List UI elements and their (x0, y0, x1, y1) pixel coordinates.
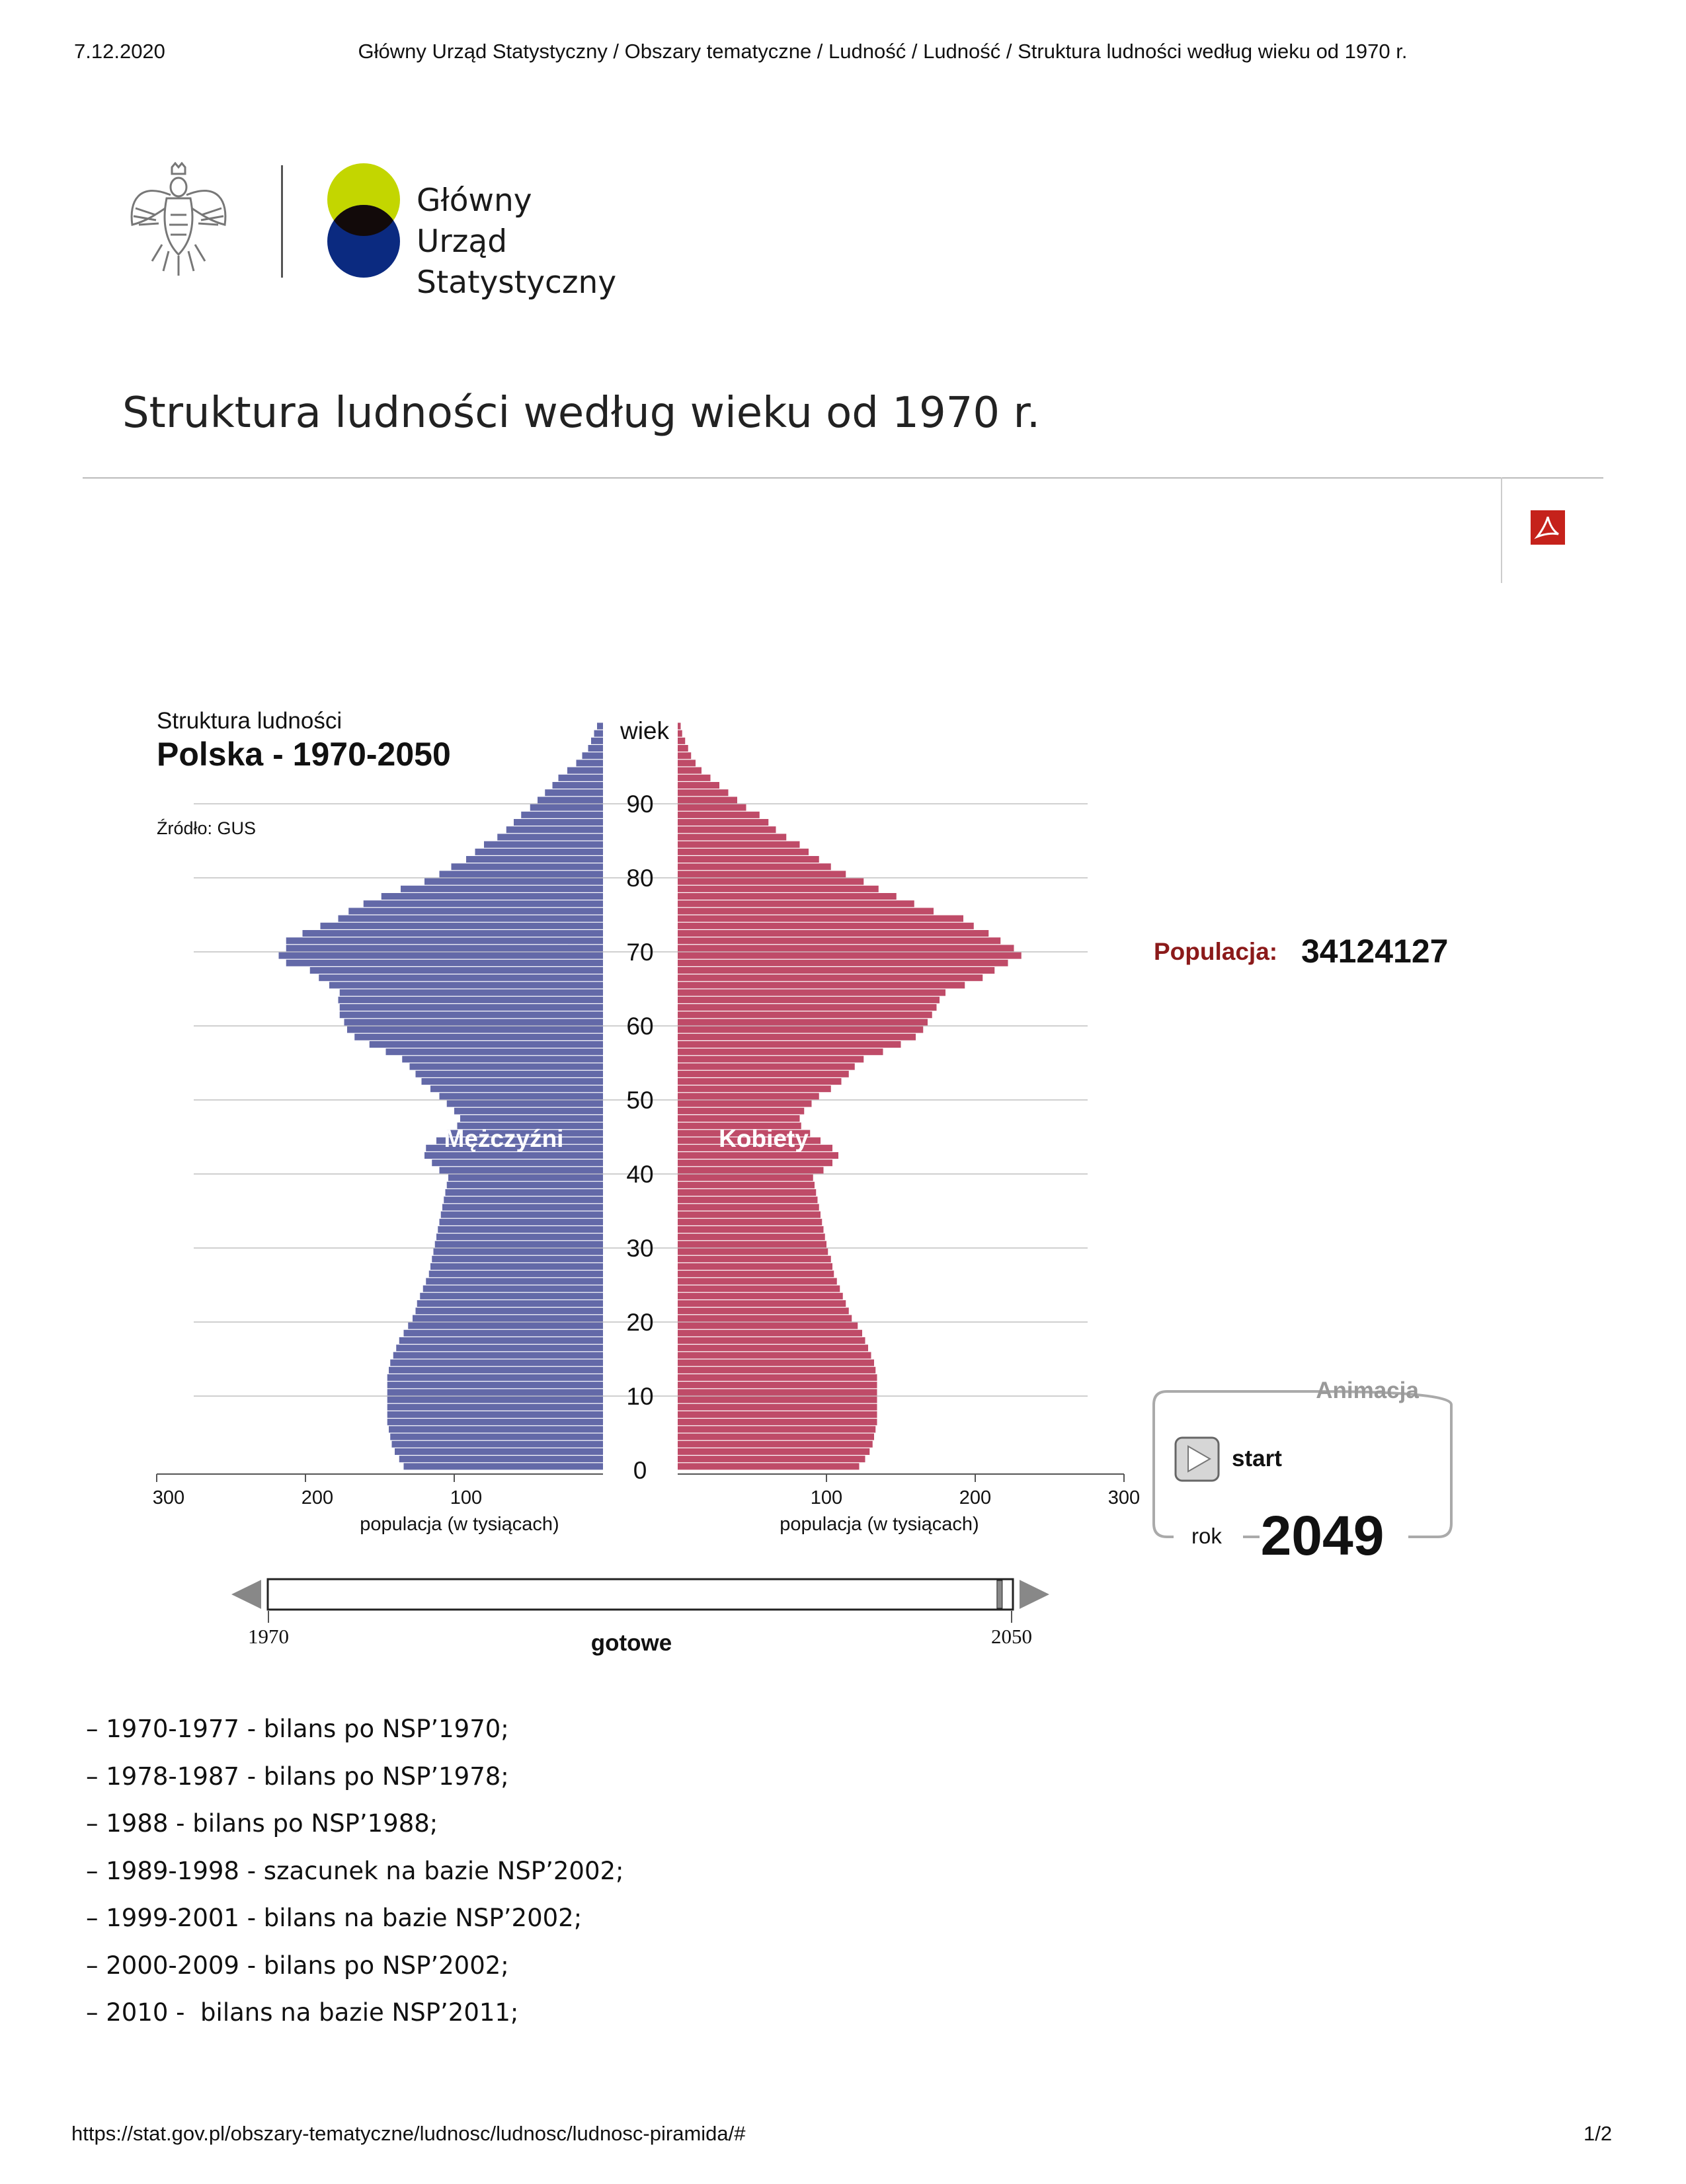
bar-men-age-2 (395, 1448, 603, 1455)
bar-men-age-57 (370, 1041, 603, 1048)
timeline-track[interactable] (268, 1579, 1013, 1610)
bar-women-age-85 (678, 834, 786, 840)
bar-women-age-1 (678, 1456, 865, 1462)
bar-men-age-50 (440, 1093, 604, 1099)
bar-women-age-99 (678, 730, 682, 737)
bar-women-age-66 (678, 974, 983, 981)
bar-women-age-2 (678, 1448, 869, 1455)
bar-women-age-37 (678, 1189, 816, 1196)
bar-men-age-74 (339, 916, 604, 922)
bar-men-age-19 (408, 1323, 603, 1329)
bar-women-age-9 (678, 1397, 877, 1403)
bar-men-age-100 (597, 722, 603, 729)
bar-men-age-35 (442, 1204, 603, 1210)
bar-women-age-24 (678, 1286, 840, 1292)
x-tick-women-200: 200 (959, 1487, 992, 1508)
x-axis-label-women: populacja (w tysiącach) (780, 1514, 979, 1535)
bar-men-age-32 (438, 1226, 603, 1233)
bar-men-age-72 (303, 930, 604, 937)
bar-men-age-76 (364, 900, 603, 907)
bar-women-age-88 (678, 812, 760, 818)
bar-men-age-77 (381, 893, 603, 900)
bar-men-age-59 (347, 1027, 603, 1033)
note-item: – 1970-1977 - bilans po NSP’1970; (86, 1715, 509, 1743)
bar-women-age-55 (678, 1056, 863, 1062)
note-item: – 2000-2009 - bilans po NSP’2002; (86, 1951, 509, 1980)
logo-text-line2: Urząd Statystyczny (417, 223, 617, 301)
bar-men-age-97 (588, 745, 604, 752)
bar-men-age-55 (402, 1056, 603, 1062)
bar-women-age-78 (678, 886, 879, 892)
timeline-thumb[interactable] (997, 1580, 1002, 1608)
bar-men-age-61 (340, 1011, 603, 1018)
bar-men-age-4 (390, 1434, 603, 1440)
timeline-start-year: 1970 (248, 1625, 289, 1648)
bar-men-age-25 (426, 1278, 603, 1284)
note-item: – 2010 - bilans na bazie NSP’2011; (86, 1998, 519, 2027)
bar-women-age-67 (678, 967, 994, 974)
bar-women-age-5 (678, 1426, 875, 1432)
bar-men-age-39 (448, 1175, 603, 1181)
bar-women-age-23 (678, 1293, 843, 1300)
bar-men-age-52 (422, 1078, 604, 1085)
bar-men-age-28 (432, 1256, 603, 1263)
bar-women-age-93 (678, 775, 711, 781)
bar-men-age-81 (452, 863, 604, 870)
bar-women-age-34 (678, 1212, 821, 1218)
bar-men-age-95 (577, 760, 604, 766)
bar-men-age-3 (392, 1441, 604, 1448)
bar-women-age-19 (678, 1323, 858, 1329)
bar-women-age-92 (678, 782, 719, 789)
bar-women-age-7 (678, 1411, 877, 1418)
bar-women-age-29 (678, 1249, 828, 1255)
bar-men-age-98 (591, 738, 603, 744)
bar-men-age-67 (310, 967, 603, 974)
bar-women-age-14 (678, 1360, 874, 1366)
bar-men-age-60 (344, 1019, 604, 1025)
age-tick-90: 90 (626, 791, 654, 818)
bar-women-age-84 (678, 841, 800, 848)
bar-women-age-64 (678, 990, 945, 996)
bar-women-age-20 (678, 1315, 852, 1321)
bar-men-age-5 (389, 1426, 603, 1432)
bar-men-age-70 (286, 945, 603, 951)
bar-women-age-97 (678, 745, 688, 752)
bar-women-age-49 (678, 1101, 812, 1107)
bar-women-age-65 (678, 982, 965, 988)
eagle-emblem-icon (126, 162, 231, 278)
bar-women-age-77 (678, 893, 897, 900)
bar-men-age-49 (447, 1101, 603, 1107)
bar-men-age-84 (484, 841, 603, 848)
age-tick-50: 50 (626, 1087, 654, 1114)
bar-men-age-71 (286, 937, 603, 944)
bar-women-age-17 (678, 1337, 865, 1344)
bar-men-age-51 (430, 1085, 603, 1092)
bar-men-age-58 (354, 1034, 603, 1040)
bar-men-age-40 (440, 1167, 604, 1173)
page-title: Struktura ludności według wieku od 1970 r. (122, 389, 1041, 438)
age-axis-label: wiek (620, 717, 670, 744)
bar-men-age-11 (387, 1382, 603, 1388)
bar-men-age-42 (424, 1152, 603, 1159)
bar-men-age-54 (410, 1064, 604, 1070)
logo-text-line1: Główny (417, 182, 532, 219)
bar-women-age-3 (678, 1441, 873, 1448)
age-tick-60: 60 (626, 1013, 654, 1040)
bar-women-age-76 (678, 900, 914, 907)
bar-men-age-36 (444, 1196, 603, 1203)
bar-women-age-4 (678, 1434, 874, 1440)
bar-women-age-11 (678, 1382, 877, 1388)
bar-women-age-41 (678, 1159, 832, 1166)
age-tick-20: 20 (626, 1309, 654, 1336)
animation-panel (1154, 1378, 1451, 1567)
bar-women-age-61 (678, 1011, 932, 1018)
year-value: 2049 (1260, 1504, 1385, 1567)
bar-women-age-40 (678, 1167, 824, 1173)
bar-men-age-73 (321, 923, 604, 929)
bar-women-age-52 (678, 1078, 842, 1085)
x-tick-men-100: 100 (450, 1487, 483, 1508)
age-tick-40: 40 (626, 1161, 654, 1188)
play-button[interactable] (1176, 1438, 1219, 1481)
bar-men-age-9 (387, 1397, 603, 1403)
age-tick-10: 10 (626, 1383, 654, 1410)
bar-men-age-99 (594, 730, 604, 737)
bar-men-age-89 (530, 804, 603, 811)
bar-women-age-94 (678, 767, 702, 774)
bar-women-age-6 (678, 1419, 877, 1425)
bar-men-age-12 (387, 1374, 603, 1381)
timeline-status: gotowe (590, 1630, 672, 1656)
bar-men-age-10 (387, 1389, 603, 1395)
population-label: Populacja: (1154, 938, 1278, 965)
bar-men-age-69 (279, 953, 604, 959)
bar-women-age-54 (678, 1064, 855, 1070)
bar-men-age-62 (340, 1004, 603, 1011)
x-tick-women-300: 300 (1107, 1487, 1141, 1508)
bar-women-age-68 (678, 960, 1008, 966)
bar-men-age-34 (441, 1212, 603, 1218)
print-date: 7.12.2020 (74, 40, 165, 63)
bar-women-age-72 (678, 930, 988, 937)
bar-women-age-95 (678, 760, 696, 766)
bar-men-age-68 (286, 960, 603, 966)
bar-men-age-78 (401, 886, 603, 892)
bar-men-age-56 (386, 1048, 604, 1055)
population-pyramid-chart (0, 694, 1686, 1699)
bar-women-age-86 (678, 826, 776, 833)
bar-women-age-48 (678, 1108, 804, 1114)
bar-women-age-81 (678, 863, 831, 870)
bar-women-age-51 (678, 1085, 831, 1092)
bar-women-age-53 (678, 1071, 849, 1077)
bar-men-age-86 (506, 826, 603, 833)
bar-men-age-38 (447, 1182, 603, 1189)
age-tick-70: 70 (626, 939, 654, 966)
bar-women-age-0 (678, 1463, 860, 1469)
bar-women-age-33 (678, 1219, 822, 1226)
bar-men-age-79 (424, 878, 603, 885)
bar-men-age-18 (404, 1330, 604, 1337)
bar-men-age-93 (559, 775, 604, 781)
bar-women-age-38 (678, 1182, 815, 1189)
bar-women-age-90 (678, 797, 737, 803)
bar-men-age-22 (417, 1300, 603, 1307)
note-item: – 1988 - bilans po NSP’1988; (86, 1809, 438, 1838)
bar-men-age-90 (538, 797, 603, 803)
bar-men-age-48 (454, 1108, 603, 1114)
bar-men-age-6 (387, 1419, 603, 1425)
start-label[interactable]: start (1232, 1446, 1282, 1471)
bar-women-age-25 (678, 1278, 837, 1284)
bar-men-age-80 (440, 871, 604, 877)
bar-women-age-83 (678, 849, 809, 855)
bar-women-age-70 (678, 945, 1014, 951)
bar-men-age-88 (521, 812, 603, 818)
bar-women-age-58 (678, 1034, 916, 1040)
bar-men-age-53 (416, 1071, 604, 1077)
print-footer-page-number: 1/2 (1584, 2122, 1613, 2145)
bar-women-age-60 (678, 1019, 928, 1025)
bar-men-age-30 (435, 1241, 603, 1247)
age-tick-30: 30 (626, 1235, 654, 1262)
note-item: – 1989-1998 - szacunek na bazie NSP’2002; (86, 1856, 624, 1885)
x-tick-women-100: 100 (810, 1487, 843, 1508)
bar-women-age-80 (678, 871, 846, 877)
toolbar-divider (1501, 477, 1502, 583)
bar-women-age-16 (678, 1345, 868, 1351)
bar-men-age-82 (466, 856, 603, 863)
note-item: – 1978-1987 - bilans po NSP’1978; (86, 1762, 509, 1791)
bar-men-age-29 (434, 1249, 604, 1255)
bar-men-age-41 (432, 1159, 603, 1166)
bar-men-age-33 (440, 1219, 604, 1226)
bar-men-age-15 (393, 1352, 603, 1358)
gus-logo-mark-icon (321, 163, 407, 279)
bar-women-age-75 (678, 908, 934, 914)
bar-men-age-17 (399, 1337, 603, 1344)
print-footer-url: https://stat.gov.pl/obszary-tematyczne/ludnosc/ludnosc/ludnosc-piramida/# (71, 2122, 746, 2145)
bar-women-age-82 (678, 856, 819, 863)
bar-women-age-31 (678, 1233, 825, 1240)
bar-women-age-89 (678, 804, 746, 811)
bar-women-age-13 (678, 1367, 875, 1374)
pdf-icon[interactable] (1531, 510, 1565, 545)
timeline-end-year: 2050 (991, 1625, 1032, 1648)
bar-women-age-39 (678, 1175, 813, 1181)
bar-women-age-27 (678, 1263, 832, 1270)
bar-women-age-26 (678, 1270, 834, 1277)
bar-men-age-24 (423, 1286, 603, 1292)
bar-women-age-98 (678, 738, 685, 744)
bar-men-age-83 (475, 849, 604, 855)
bar-men-age-7 (387, 1411, 603, 1418)
bar-women-age-96 (678, 752, 691, 759)
men-series-label: Mężczyźni (444, 1125, 564, 1152)
bar-women-age-42 (678, 1152, 838, 1159)
bar-women-age-69 (678, 953, 1022, 959)
bar-women-age-100 (678, 722, 681, 729)
bar-women-age-62 (678, 1004, 937, 1011)
bar-men-age-87 (514, 819, 603, 826)
bar-women-age-21 (678, 1307, 849, 1314)
chart-title-small: Struktura ludności (157, 708, 342, 734)
title-divider (83, 477, 1603, 479)
bar-men-age-26 (429, 1270, 603, 1277)
chart-source: Źródło: GUS (157, 818, 257, 838)
chart-title: Polska - 1970-2050 (157, 736, 451, 773)
bar-men-age-31 (436, 1233, 603, 1240)
bar-women-age-47 (678, 1115, 800, 1122)
bar-women-age-8 (678, 1404, 877, 1411)
bar-women-age-57 (678, 1041, 901, 1048)
bar-women-age-56 (678, 1048, 883, 1055)
bar-men-age-66 (319, 974, 603, 981)
data-source-notes (86, 1705, 624, 2037)
x-tick-men-300: 300 (152, 1487, 185, 1508)
year-label: rok (1191, 1524, 1222, 1548)
bar-men-age-0 (404, 1463, 604, 1469)
bar-men-age-63 (339, 997, 604, 1003)
bar-men-age-27 (430, 1263, 603, 1270)
bar-women-age-10 (678, 1389, 877, 1395)
bar-women-age-87 (678, 819, 768, 826)
bar-men-age-1 (399, 1456, 603, 1462)
bar-women-age-50 (678, 1093, 819, 1099)
bar-men-age-85 (497, 834, 603, 840)
bar-men-age-94 (567, 767, 603, 774)
bar-men-age-75 (348, 908, 603, 914)
timeline-slider[interactable] (231, 1579, 1049, 1656)
bar-men-age-20 (413, 1315, 603, 1321)
note-item: – 1999-2001 - bilans na bazie NSP’2002; (86, 1904, 582, 1932)
timeline-next-arrow-icon[interactable] (1020, 1580, 1049, 1609)
bar-women-age-79 (678, 878, 863, 885)
bar-men-age-23 (420, 1293, 603, 1300)
bar-women-age-73 (678, 923, 974, 929)
bar-men-age-91 (545, 789, 603, 796)
bar-men-age-92 (553, 782, 604, 789)
bar-women-age-59 (678, 1027, 923, 1033)
bar-men-age-65 (329, 982, 603, 988)
age-tick-80: 80 (626, 865, 654, 892)
bar-women-age-28 (678, 1256, 831, 1263)
bar-men-age-47 (460, 1115, 603, 1122)
x-axis-label-men: populacja (w tysiącach) (360, 1514, 559, 1535)
bar-men-age-37 (446, 1189, 604, 1196)
bar-men-age-96 (582, 752, 604, 759)
bar-women-age-74 (678, 916, 963, 922)
age-tick-0: 0 (633, 1457, 647, 1484)
bar-women-age-63 (678, 997, 940, 1003)
population-value: 34124127 (1301, 933, 1449, 970)
gus-logo[interactable] (126, 162, 707, 301)
bar-men-age-8 (387, 1404, 603, 1411)
bar-men-age-64 (340, 990, 603, 996)
bar-men-age-21 (416, 1307, 604, 1314)
bar-men-age-16 (396, 1345, 603, 1351)
bar-women-age-18 (678, 1330, 862, 1337)
timeline-prev-arrow-icon[interactable] (231, 1580, 261, 1609)
bar-women-age-35 (678, 1204, 819, 1210)
bar-women-age-32 (678, 1226, 824, 1233)
women-series-label: Kobiety (719, 1125, 809, 1152)
bar-women-age-30 (678, 1241, 826, 1247)
bar-women-age-15 (678, 1352, 871, 1358)
bar-women-age-22 (678, 1300, 846, 1307)
bar-women-age-12 (678, 1374, 877, 1381)
x-tick-men-200: 200 (301, 1487, 334, 1508)
print-header-breadcrumb: Główny Urząd Statystyczny / Obszary tematyczne / Ludność / Ludność / Struktura ludności według wieku od 1970 r. (358, 40, 1408, 63)
bar-men-age-14 (390, 1360, 603, 1366)
bar-men-age-13 (389, 1367, 603, 1374)
bar-women-age-36 (678, 1196, 818, 1203)
bar-women-age-91 (678, 789, 729, 796)
animation-legend: Animacja (1316, 1378, 1419, 1403)
bar-women-age-71 (678, 937, 1000, 944)
